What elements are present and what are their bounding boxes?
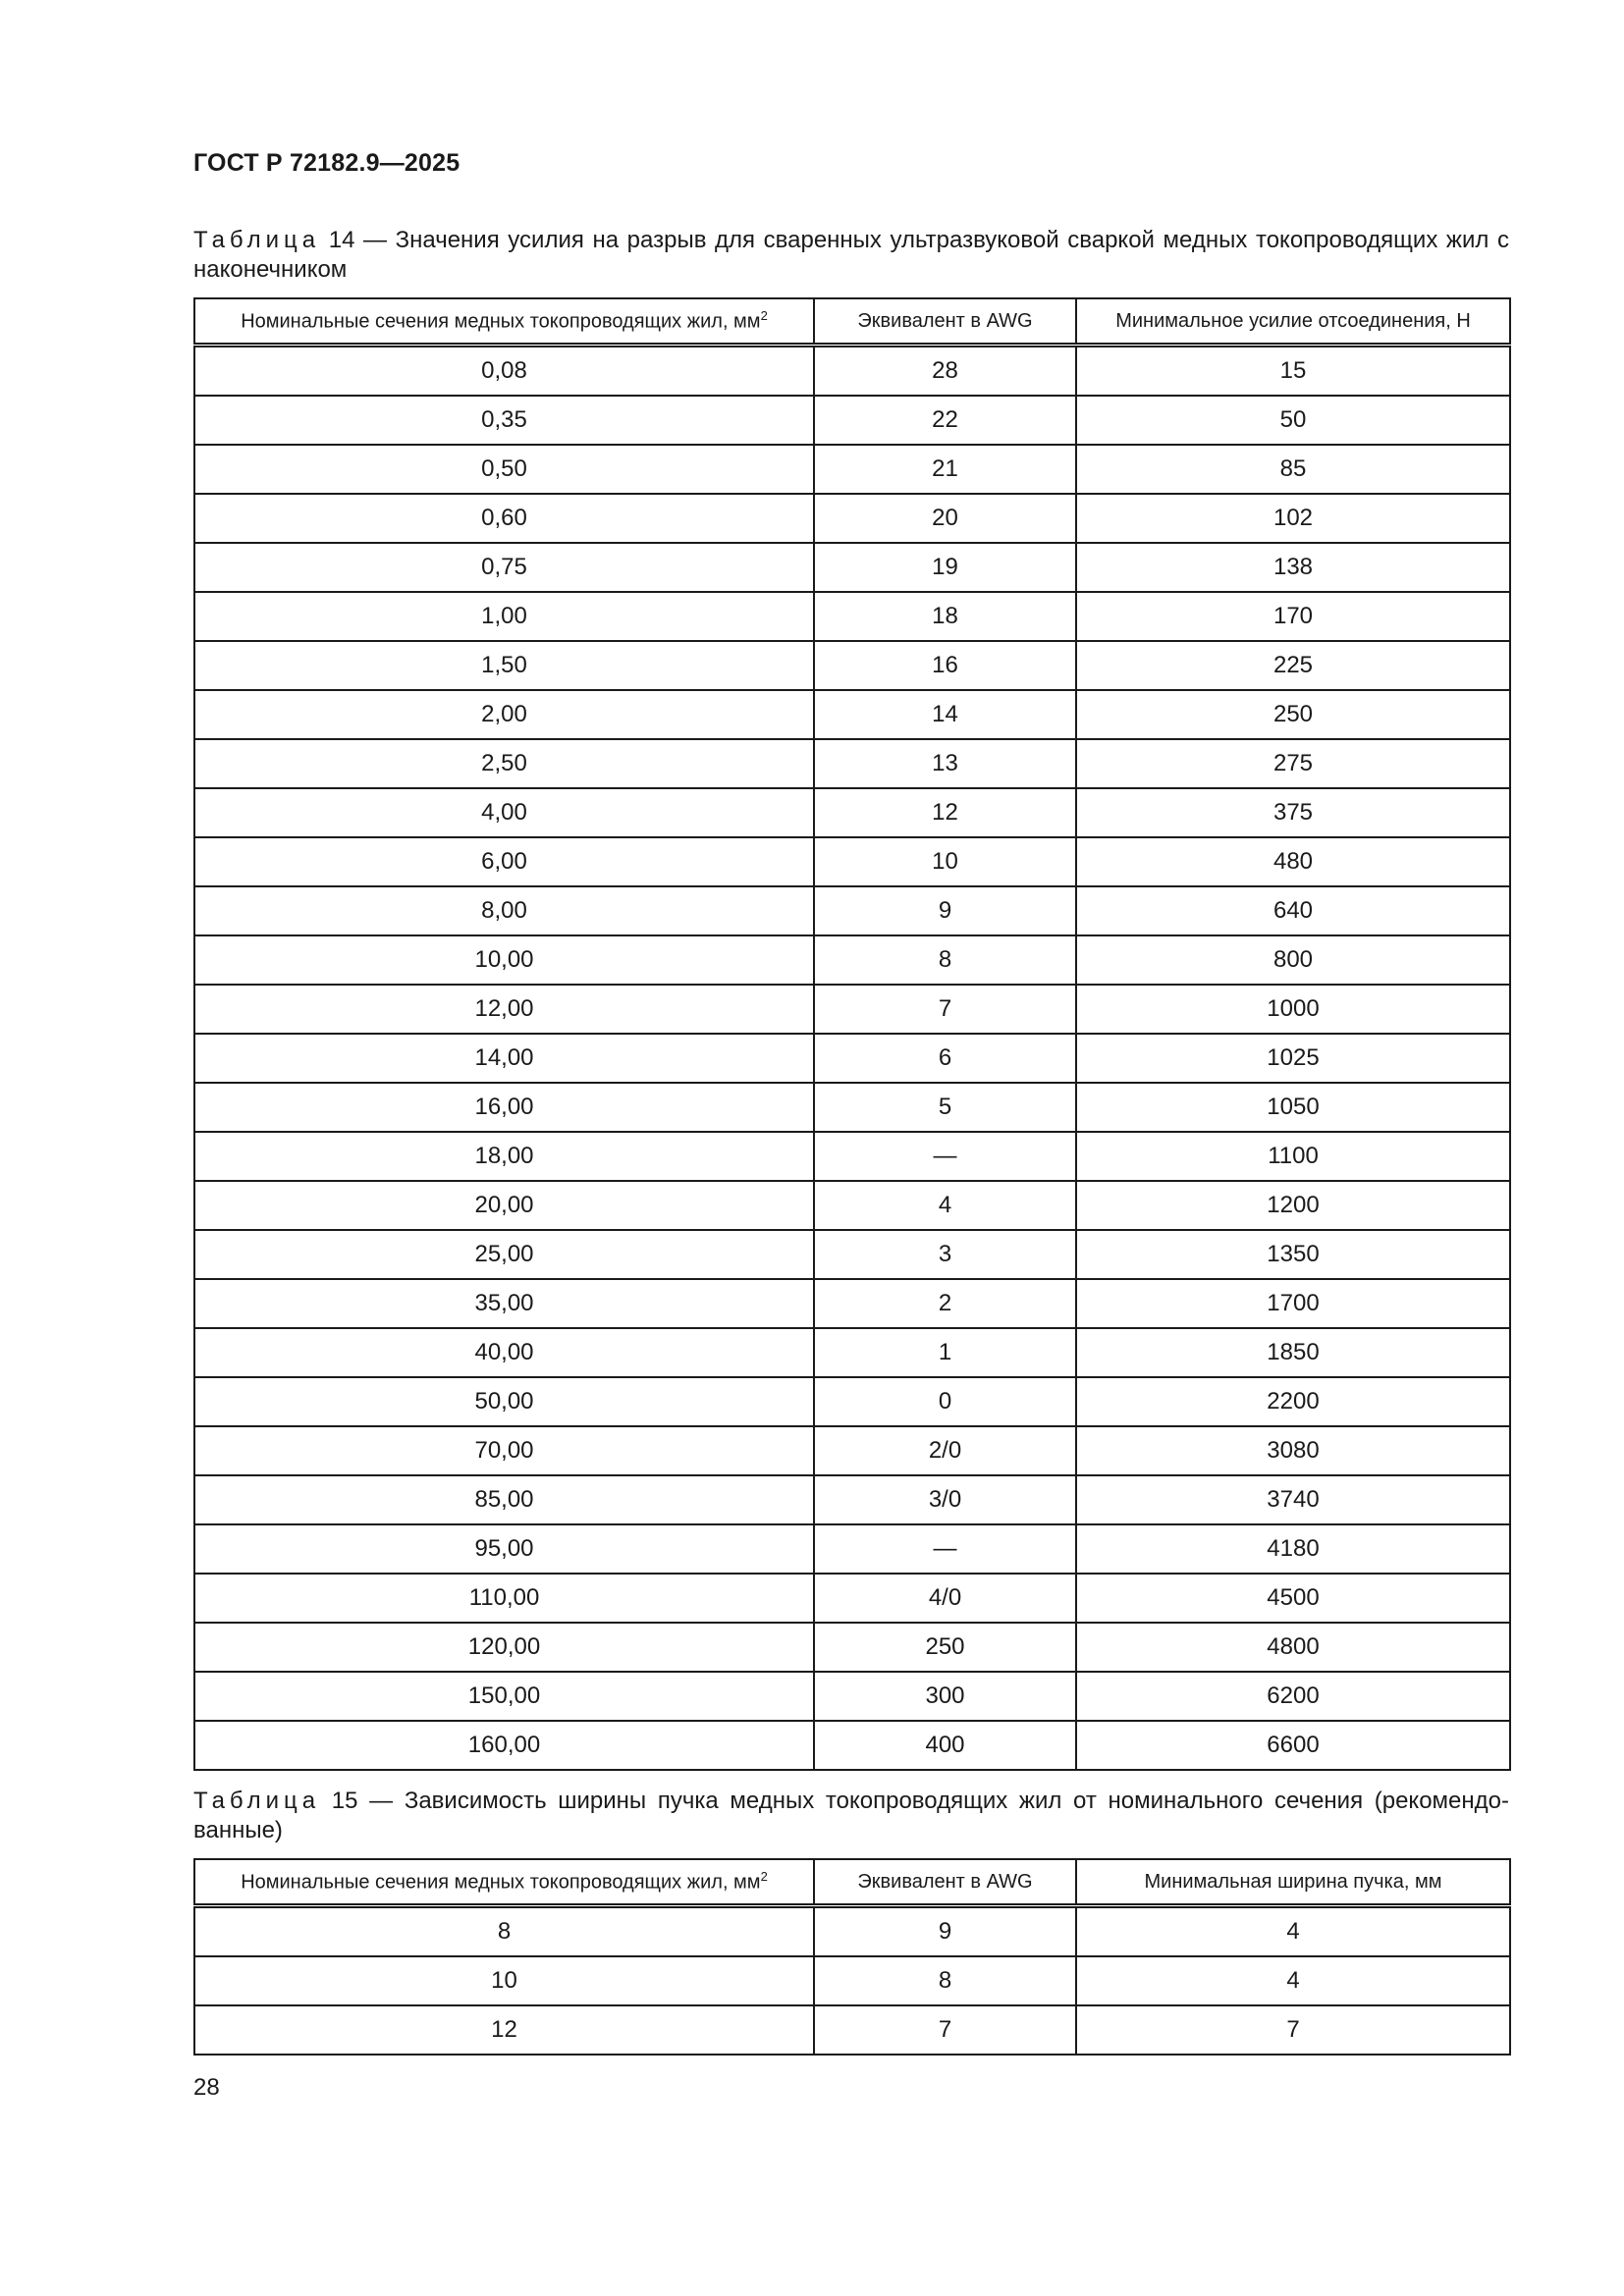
table-cell: 50 xyxy=(1076,396,1510,445)
table-cell: 6 xyxy=(814,1034,1076,1083)
table-row xyxy=(194,788,1510,837)
table-cell: 8 xyxy=(194,1906,814,1957)
table-cell: 1050 xyxy=(1076,1083,1510,1132)
table-cell: 35,00 xyxy=(194,1279,814,1328)
table-14-body xyxy=(194,346,1510,1771)
table-row xyxy=(194,2005,1510,2055)
table-cell: 1350 xyxy=(1076,1230,1510,1279)
table-cell: 4 xyxy=(1076,1956,1510,2005)
col-label: Номинальные сечения медных токопроводящих жил, мм xyxy=(241,1871,761,1894)
table-row xyxy=(194,886,1510,935)
table-cell: 7 xyxy=(814,985,1076,1034)
table-cell: 8,00 xyxy=(194,886,814,935)
table-cell: 15 xyxy=(1076,346,1510,397)
table-cell: 4 xyxy=(814,1181,1076,1230)
table-cell: 19 xyxy=(814,543,1076,592)
table-cell: 25,00 xyxy=(194,1230,814,1279)
table-row xyxy=(194,494,1510,543)
table-cell: 300 xyxy=(814,1672,1076,1721)
table-cell: 8 xyxy=(814,935,1076,985)
table-cell: 20,00 xyxy=(194,1181,814,1230)
table-cell: 6,00 xyxy=(194,837,814,886)
table-row xyxy=(194,1034,1510,1083)
table-14-caption-prefix: Таблица xyxy=(193,227,321,253)
table-cell: — xyxy=(814,1132,1076,1181)
table-cell: 16 xyxy=(814,641,1076,690)
table-cell: 3 xyxy=(814,1230,1076,1279)
table-row xyxy=(194,592,1510,641)
table-cell: 160,00 xyxy=(194,1721,814,1770)
table-cell: 1,00 xyxy=(194,592,814,641)
table-cell: 9 xyxy=(814,1906,1076,1957)
table-cell: 1000 xyxy=(1076,985,1510,1034)
table-row xyxy=(194,641,1510,690)
table-cell: 1100 xyxy=(1076,1132,1510,1181)
table-cell: 0,75 xyxy=(194,543,814,592)
table-cell: 40,00 xyxy=(194,1328,814,1377)
table-cell: 0,60 xyxy=(194,494,814,543)
table-cell: 250 xyxy=(814,1623,1076,1672)
table-cell: 7 xyxy=(814,2005,1076,2055)
table-row xyxy=(194,1181,1510,1230)
table-cell: 13 xyxy=(814,739,1076,788)
table-cell: 85 xyxy=(1076,445,1510,494)
table-cell: 110,00 xyxy=(194,1574,814,1623)
table-cell: 12 xyxy=(814,788,1076,837)
table-row xyxy=(194,1083,1510,1132)
table-15-header-row xyxy=(194,1859,1510,1906)
table-cell: 10 xyxy=(194,1956,814,2005)
table-cell: 170 xyxy=(1076,592,1510,641)
table-cell: 120,00 xyxy=(194,1623,814,1672)
table-row xyxy=(194,837,1510,886)
table-14-col-cross-section xyxy=(194,298,814,346)
table-row xyxy=(194,1574,1510,1623)
table-cell: 2/0 xyxy=(814,1426,1076,1475)
table-15-caption xyxy=(193,1787,1509,1845)
table-cell: 0,50 xyxy=(194,445,814,494)
table-row xyxy=(194,1623,1510,1672)
document-code: ГОСТ Р 72182.9—2025 xyxy=(193,149,460,177)
table-15-body xyxy=(194,1906,1510,2056)
table-15-col-cross-section xyxy=(194,1859,814,1906)
table-cell: 4 xyxy=(1076,1906,1510,1957)
table-cell: 14,00 xyxy=(194,1034,814,1083)
table-cell: 1,50 xyxy=(194,641,814,690)
table-cell: 12 xyxy=(194,2005,814,2055)
table-cell: 22 xyxy=(814,396,1076,445)
table-14-col-awg: Эквивалент в AWG xyxy=(814,298,1076,346)
table-cell: 4/0 xyxy=(814,1574,1076,1623)
table-cell: 95,00 xyxy=(194,1524,814,1574)
table-14-caption xyxy=(193,226,1509,285)
table-cell: 150,00 xyxy=(194,1672,814,1721)
table-cell: 12,00 xyxy=(194,985,814,1034)
table-row xyxy=(194,690,1510,739)
table-cell: 9 xyxy=(814,886,1076,935)
table-cell: 20 xyxy=(814,494,1076,543)
table-cell: 50,00 xyxy=(194,1377,814,1426)
table-cell: 2,50 xyxy=(194,739,814,788)
table-row xyxy=(194,1279,1510,1328)
table-cell: 1200 xyxy=(1076,1181,1510,1230)
table-cell: 400 xyxy=(814,1721,1076,1770)
table-row xyxy=(194,543,1510,592)
table-row xyxy=(194,396,1510,445)
table-row xyxy=(194,346,1510,397)
table-row xyxy=(194,1956,1510,2005)
table-cell: 275 xyxy=(1076,739,1510,788)
table-cell: 18 xyxy=(814,592,1076,641)
table-15-caption-prefix: Таблица xyxy=(193,1788,321,1814)
table-cell: 70,00 xyxy=(194,1426,814,1475)
table-14 xyxy=(193,297,1511,1771)
col-label-sup: 2 xyxy=(760,308,768,324)
table-cell: 6600 xyxy=(1076,1721,1510,1770)
table-cell: 800 xyxy=(1076,935,1510,985)
table-row xyxy=(194,1721,1510,1770)
table-cell: 10 xyxy=(814,837,1076,886)
table-cell: 102 xyxy=(1076,494,1510,543)
table-row xyxy=(194,739,1510,788)
table-cell: 21 xyxy=(814,445,1076,494)
table-cell: 138 xyxy=(1076,543,1510,592)
table-row xyxy=(194,1230,1510,1279)
table-cell: 3080 xyxy=(1076,1426,1510,1475)
table-cell: 1700 xyxy=(1076,1279,1510,1328)
table-cell: 85,00 xyxy=(194,1475,814,1524)
table-row xyxy=(194,1426,1510,1475)
col-label-sup: 2 xyxy=(760,1869,768,1885)
table-cell: — xyxy=(814,1524,1076,1574)
table-cell: 0 xyxy=(814,1377,1076,1426)
table-cell: 6200 xyxy=(1076,1672,1510,1721)
table-row xyxy=(194,1132,1510,1181)
table-cell: 5 xyxy=(814,1083,1076,1132)
table-cell: 7 xyxy=(1076,2005,1510,2055)
table-cell: 2 xyxy=(814,1279,1076,1328)
table-cell: 1 xyxy=(814,1328,1076,1377)
table-cell: 225 xyxy=(1076,641,1510,690)
table-cell: 1025 xyxy=(1076,1034,1510,1083)
table-row xyxy=(194,985,1510,1034)
table-cell: 3/0 xyxy=(814,1475,1076,1524)
table-row xyxy=(194,935,1510,985)
table-cell: 480 xyxy=(1076,837,1510,886)
table-cell: 28 xyxy=(814,346,1076,397)
table-cell: 8 xyxy=(814,1956,1076,2005)
table-15-col-awg: Эквивалент в AWG xyxy=(814,1859,1076,1906)
table-cell: 250 xyxy=(1076,690,1510,739)
table-14-header-row xyxy=(194,298,1510,346)
table-cell: 4800 xyxy=(1076,1623,1510,1672)
table-cell: 0,35 xyxy=(194,396,814,445)
table-row xyxy=(194,1475,1510,1524)
page-number: 28 xyxy=(193,2074,220,2101)
table-cell: 2,00 xyxy=(194,690,814,739)
table-cell: 2200 xyxy=(1076,1377,1510,1426)
table-cell: 0,08 xyxy=(194,346,814,397)
table-cell: 16,00 xyxy=(194,1083,814,1132)
table-row xyxy=(194,1377,1510,1426)
table-cell: 10,00 xyxy=(194,935,814,985)
table-row xyxy=(194,1906,1510,1957)
col-label: Номинальные сечения медных токопроводящих жил, мм xyxy=(241,310,761,333)
table-15-caption-text: 15 — Зависимость ширины пучка медных токопроводящих жил от номинального сечения (рекомендо-ванные) xyxy=(193,1788,1509,1843)
table-15-col-min-width: Минимальная ширина пучка, мм xyxy=(1076,1859,1510,1906)
table-cell: 4,00 xyxy=(194,788,814,837)
table-row xyxy=(194,1524,1510,1574)
table-cell: 4180 xyxy=(1076,1524,1510,1574)
table-cell: 640 xyxy=(1076,886,1510,935)
table-cell: 18,00 xyxy=(194,1132,814,1181)
table-cell: 3740 xyxy=(1076,1475,1510,1524)
table-15 xyxy=(193,1858,1511,2056)
table-cell: 375 xyxy=(1076,788,1510,837)
table-cell: 4500 xyxy=(1076,1574,1510,1623)
table-row xyxy=(194,1672,1510,1721)
table-row xyxy=(194,445,1510,494)
table-cell: 14 xyxy=(814,690,1076,739)
table-cell: 1850 xyxy=(1076,1328,1510,1377)
table-14-caption-text: 14 — Значения усилия на разрыв для сваренных ультразвуковой сваркой медных токопроводящих жил с наконечником xyxy=(193,227,1509,283)
table-14-col-min-force: Минимальное усилие отсоединения, Н xyxy=(1076,298,1510,346)
table-row xyxy=(194,1328,1510,1377)
